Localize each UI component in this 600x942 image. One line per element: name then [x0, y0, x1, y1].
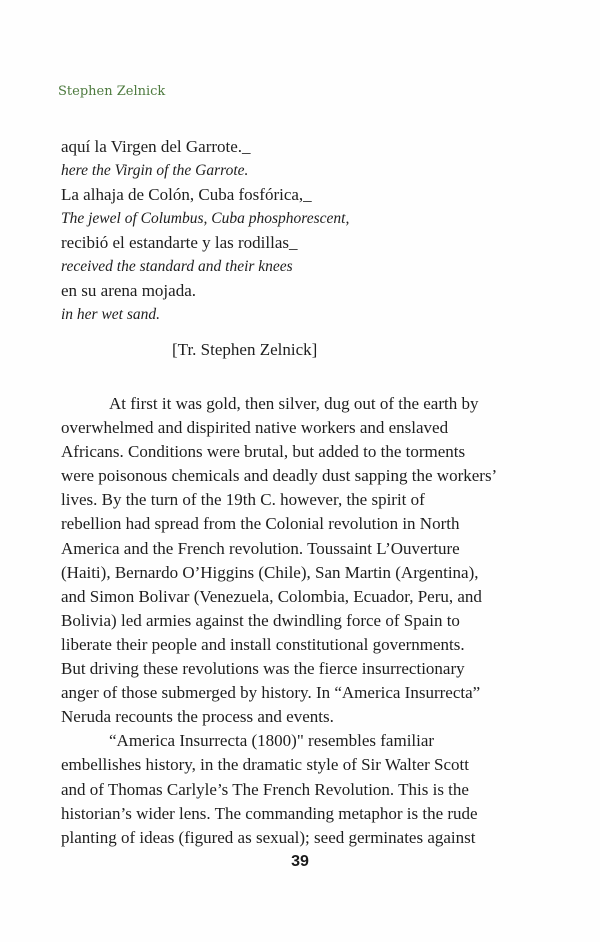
poem-line-spanish: aquí la Virgen del Garrote._: [61, 137, 251, 156]
body-paragraphs: [61, 392, 581, 850]
body-line: and of Thomas Carlyle’s The French Revolution. This is the: [61, 779, 469, 799]
poem-line-spanish: recibió el estandarte y las rodillas_: [61, 233, 298, 252]
body-line: At first it was gold, then silver, dug out of the earth by: [109, 394, 479, 413]
body-line: anger of those submerged by history. In “America Insurrecta”: [61, 683, 481, 703]
body-line: America and the French revolution. Toussaint L’Ouverture: [61, 538, 460, 558]
body-line: lives. By the turn of the 19th C. however, the spirit of: [61, 490, 425, 510]
page-number: 39: [291, 853, 309, 870]
body-line: historian’s wider lens. The commanding metaphor is the rude: [61, 803, 478, 823]
body-line: and Simon Bolivar (Venezuela, Colombia, Ecuador, Peru, and: [61, 586, 482, 606]
body-line: rebellion had spread from the Colonial revolution in North: [61, 514, 460, 534]
body-line: But driving these revolutions was the fierce insurrectionary: [61, 659, 465, 679]
poem-line-translation: here the Virgin of the Garrote.: [61, 162, 249, 179]
body-line: planting of ideas (figured as sexual); seed germinates against: [61, 827, 476, 847]
poem-block: [61, 135, 561, 327]
body-line: were poisonous chemicals and deadly dust sapping the workers’: [61, 466, 498, 486]
body-line: “America Insurrecta (1800)" resembles familiar: [109, 731, 435, 751]
body-line: Africans. Conditions were brutal, but added to the torments: [61, 442, 466, 462]
translator-attribution: [Tr. Stephen Zelnick]: [172, 340, 318, 359]
poem-line-spanish: La alhaja de Colón, Cuba fosfórica,_: [61, 185, 312, 204]
body-line: embellishes history, in the dramatic style of Sir Walter Scott: [61, 755, 469, 775]
poem-line-translation: in her wet sand.: [61, 306, 161, 323]
poem-line-translation: The jewel of Columbus, Cuba phosphorescent,: [61, 210, 350, 227]
poem-line-spanish: en su arena mojada.: [61, 281, 196, 300]
body-line: (Haiti), Bernardo O’Higgins (Chile), San Martin (Argentina),: [61, 562, 479, 582]
body-line: overwhelmed and dispirited native workers and enslaved: [61, 418, 449, 438]
poem-line-translation: received the standard and their knees: [61, 258, 293, 275]
running-head: Stephen Zelnick: [58, 84, 166, 99]
body-line: Bolivia) led armies against the dwindling force of Spain to: [61, 610, 460, 630]
body-line: Neruda recounts the process and events.: [61, 707, 334, 727]
body-line: liberate their people and install constitutional governments.: [61, 634, 465, 654]
